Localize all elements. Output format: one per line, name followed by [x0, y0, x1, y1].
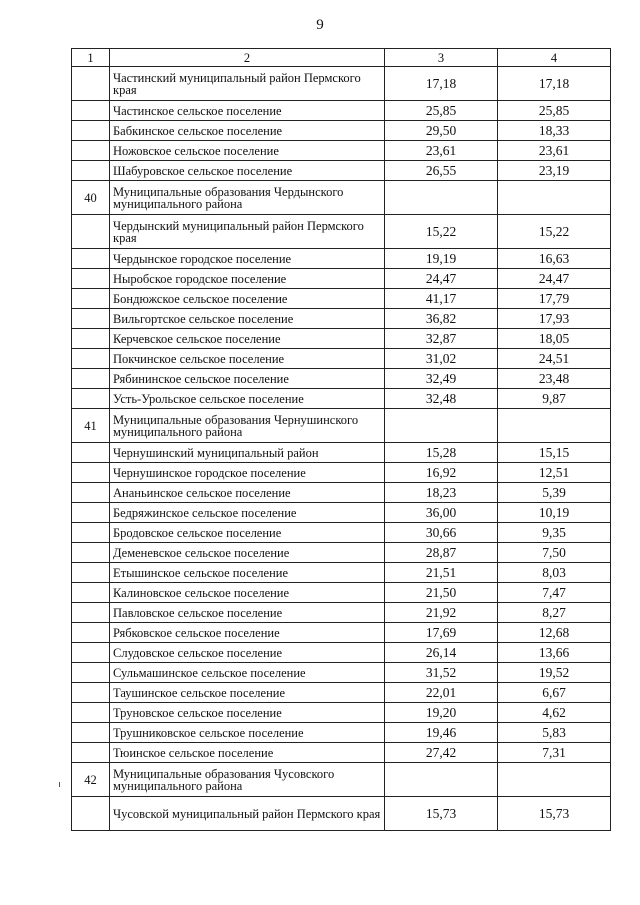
row-name: Шабуровское сельское поселение — [110, 161, 385, 181]
stray-mark — [59, 782, 60, 787]
row-number — [72, 389, 110, 409]
row-name: Таушинское сельское поселение — [110, 683, 385, 703]
row-value-col3: 29,50 — [385, 121, 498, 141]
row-value-col3: 15,73 — [385, 797, 498, 831]
row-number — [72, 563, 110, 583]
row-name: Сульмашинское сельское поселение — [110, 663, 385, 683]
table-row — [72, 543, 611, 563]
row-value-col3: 21,50 — [385, 583, 498, 603]
row-name: Рябковское сельское поселение — [110, 623, 385, 643]
row-number — [72, 443, 110, 463]
row-number — [72, 623, 110, 643]
row-name: Муниципальные образования Чернушинского муниципального района — [110, 409, 385, 443]
row-number: 42 — [72, 763, 110, 797]
row-name: Труновское сельское поселение — [110, 703, 385, 723]
row-number — [72, 603, 110, 623]
table-row — [72, 181, 611, 215]
row-value-col3: 23,61 — [385, 141, 498, 161]
row-number — [72, 161, 110, 181]
row-name: Покчинское сельское поселение — [110, 349, 385, 369]
table-row — [72, 583, 611, 603]
table-row — [72, 683, 611, 703]
table-row — [72, 215, 611, 249]
row-value-col4: 24,47 — [498, 269, 611, 289]
row-value-col3: 18,23 — [385, 483, 498, 503]
row-value-col4 — [498, 181, 611, 215]
row-value-col3: 15,28 — [385, 443, 498, 463]
row-value-col4: 17,93 — [498, 309, 611, 329]
table-row — [72, 161, 611, 181]
table-row — [72, 409, 611, 443]
table-row — [72, 329, 611, 349]
row-name: Бедряжинское сельское поселение — [110, 503, 385, 523]
row-name: Бабкинское сельское поселение — [110, 121, 385, 141]
row-number — [72, 463, 110, 483]
row-number — [72, 329, 110, 349]
row-name: Чердынское городское поселение — [110, 249, 385, 269]
table-row — [72, 623, 611, 643]
row-value-col4: 15,15 — [498, 443, 611, 463]
row-value-col4: 23,19 — [498, 161, 611, 181]
row-number — [72, 249, 110, 269]
table-row — [72, 67, 611, 101]
row-value-col4: 5,83 — [498, 723, 611, 743]
row-number — [72, 643, 110, 663]
row-value-col4: 16,63 — [498, 249, 611, 269]
row-value-col4: 8,03 — [498, 563, 611, 583]
row-value-col4: 7,47 — [498, 583, 611, 603]
row-name: Павловское сельское поселение — [110, 603, 385, 623]
table-row — [72, 249, 611, 269]
row-number — [72, 349, 110, 369]
table-row — [72, 523, 611, 543]
row-number — [72, 269, 110, 289]
row-value-col4: 24,51 — [498, 349, 611, 369]
row-number — [72, 797, 110, 831]
row-value-col3: 17,18 — [385, 67, 498, 101]
table-row — [72, 743, 611, 763]
row-name: Рябининское сельское поселение — [110, 369, 385, 389]
row-name: Етышинское сельское поселение — [110, 563, 385, 583]
row-value-col4: 6,67 — [498, 683, 611, 703]
row-value-col3: 25,85 — [385, 101, 498, 121]
table-row — [72, 101, 611, 121]
row-number: 41 — [72, 409, 110, 443]
row-value-col3: 28,87 — [385, 543, 498, 563]
row-value-col4: 19,52 — [498, 663, 611, 683]
row-value-col4: 17,79 — [498, 289, 611, 309]
row-value-col4: 23,61 — [498, 141, 611, 161]
table-row — [72, 503, 611, 523]
row-value-col4: 15,73 — [498, 797, 611, 831]
row-value-col3: 26,55 — [385, 161, 498, 181]
row-value-col3: 17,69 — [385, 623, 498, 643]
row-value-col3: 32,49 — [385, 369, 498, 389]
row-name: Деменевское сельское поселение — [110, 543, 385, 563]
row-number — [72, 309, 110, 329]
header-col-3: 3 — [385, 49, 498, 67]
header-col-1: 1 — [72, 49, 110, 67]
row-value-col4 — [498, 763, 611, 797]
table-row — [72, 643, 611, 663]
row-value-col3: 19,46 — [385, 723, 498, 743]
row-value-col4: 9,35 — [498, 523, 611, 543]
row-value-col3: 15,22 — [385, 215, 498, 249]
row-number — [72, 523, 110, 543]
row-value-col3: 19,20 — [385, 703, 498, 723]
row-value-col4: 4,62 — [498, 703, 611, 723]
row-number — [72, 215, 110, 249]
table-row — [72, 269, 611, 289]
row-value-col3 — [385, 181, 498, 215]
row-name: Трушниковское сельское поселение — [110, 723, 385, 743]
table-row — [72, 723, 611, 743]
row-value-col3: 32,87 — [385, 329, 498, 349]
row-value-col4: 5,39 — [498, 483, 611, 503]
row-value-col3: 24,47 — [385, 269, 498, 289]
row-name: Тюинское сельское поселение — [110, 743, 385, 763]
row-name: Частинский муниципальный район Пермского края — [110, 67, 385, 101]
row-number — [72, 121, 110, 141]
row-value-col4: 12,68 — [498, 623, 611, 643]
row-number — [72, 289, 110, 309]
table-row — [72, 563, 611, 583]
row-value-col4: 9,87 — [498, 389, 611, 409]
table-row — [72, 369, 611, 389]
row-value-col3: 21,92 — [385, 603, 498, 623]
table-row — [72, 603, 611, 623]
data-table — [71, 48, 611, 831]
row-value-col3 — [385, 763, 498, 797]
row-name: Ныробское городское поселение — [110, 269, 385, 289]
row-number — [72, 723, 110, 743]
row-number — [72, 543, 110, 563]
row-number — [72, 583, 110, 603]
row-number — [72, 743, 110, 763]
row-name: Чернушинское городское поселение — [110, 463, 385, 483]
row-value-col3: 27,42 — [385, 743, 498, 763]
row-value-col3: 41,17 — [385, 289, 498, 309]
row-value-col3: 36,82 — [385, 309, 498, 329]
table-row — [72, 443, 611, 463]
row-value-col3: 22,01 — [385, 683, 498, 703]
table-row — [72, 389, 611, 409]
row-value-col4: 8,27 — [498, 603, 611, 623]
row-number — [72, 141, 110, 161]
row-value-col3: 16,92 — [385, 463, 498, 483]
row-value-col4: 18,33 — [498, 121, 611, 141]
row-name: Муниципальные образования Чердынского муниципального района — [110, 181, 385, 215]
row-value-col3: 30,66 — [385, 523, 498, 543]
row-number — [72, 101, 110, 121]
row-name: Ананьинское сельское поселение — [110, 483, 385, 503]
row-value-col4: 17,18 — [498, 67, 611, 101]
row-number — [72, 483, 110, 503]
row-name: Чусовской муниципальный район Пермского края — [110, 797, 385, 831]
row-number — [72, 67, 110, 101]
row-name: Чердынский муниципальный район Пермского края — [110, 215, 385, 249]
table-row — [72, 703, 611, 723]
row-name: Керчевское сельское поселение — [110, 329, 385, 349]
row-number — [72, 703, 110, 723]
row-value-col4: 25,85 — [498, 101, 611, 121]
row-number — [72, 503, 110, 523]
table-row — [72, 309, 611, 329]
row-value-col4: 13,66 — [498, 643, 611, 663]
row-number: 40 — [72, 181, 110, 215]
row-value-col3: 21,51 — [385, 563, 498, 583]
row-name: Слудовское сельское поселение — [110, 643, 385, 663]
table-row — [72, 463, 611, 483]
table-row — [72, 797, 611, 831]
row-value-col4: 23,48 — [498, 369, 611, 389]
page-number: 9 — [316, 17, 324, 33]
table-row — [72, 289, 611, 309]
table-header — [72, 49, 611, 67]
row-name: Чернушинский муниципальный район — [110, 443, 385, 463]
row-value-col3: 36,00 — [385, 503, 498, 523]
row-name: Калиновское сельское поселение — [110, 583, 385, 603]
row-value-col3: 31,52 — [385, 663, 498, 683]
table-body — [72, 67, 611, 831]
row-value-col3: 19,19 — [385, 249, 498, 269]
row-value-col4: 7,50 — [498, 543, 611, 563]
row-name: Вильгортское сельское поселение — [110, 309, 385, 329]
header-col-4: 4 — [498, 49, 611, 67]
row-name: Муниципальные образования Чусовского муниципального района — [110, 763, 385, 797]
row-name: Бондюжское сельское поселение — [110, 289, 385, 309]
table-row — [72, 141, 611, 161]
row-value-col3: 32,48 — [385, 389, 498, 409]
row-name: Усть-Урольское сельское поселение — [110, 389, 385, 409]
row-name: Бродовское сельское поселение — [110, 523, 385, 543]
row-number — [72, 663, 110, 683]
row-value-col4: 7,31 — [498, 743, 611, 763]
table-row — [72, 763, 611, 797]
row-value-col4 — [498, 409, 611, 443]
row-value-col4: 10,19 — [498, 503, 611, 523]
row-value-col3 — [385, 409, 498, 443]
row-name: Частинское сельское поселение — [110, 101, 385, 121]
header-col-2: 2 — [110, 49, 385, 67]
row-value-col4: 18,05 — [498, 329, 611, 349]
table-row — [72, 349, 611, 369]
row-number — [72, 369, 110, 389]
row-value-col4: 15,22 — [498, 215, 611, 249]
table-row — [72, 483, 611, 503]
row-number — [72, 683, 110, 703]
row-value-col3: 26,14 — [385, 643, 498, 663]
table-row — [72, 121, 611, 141]
table-row — [72, 663, 611, 683]
row-name: Ножовское сельское поселение — [110, 141, 385, 161]
row-value-col4: 12,51 — [498, 463, 611, 483]
row-value-col3: 31,02 — [385, 349, 498, 369]
